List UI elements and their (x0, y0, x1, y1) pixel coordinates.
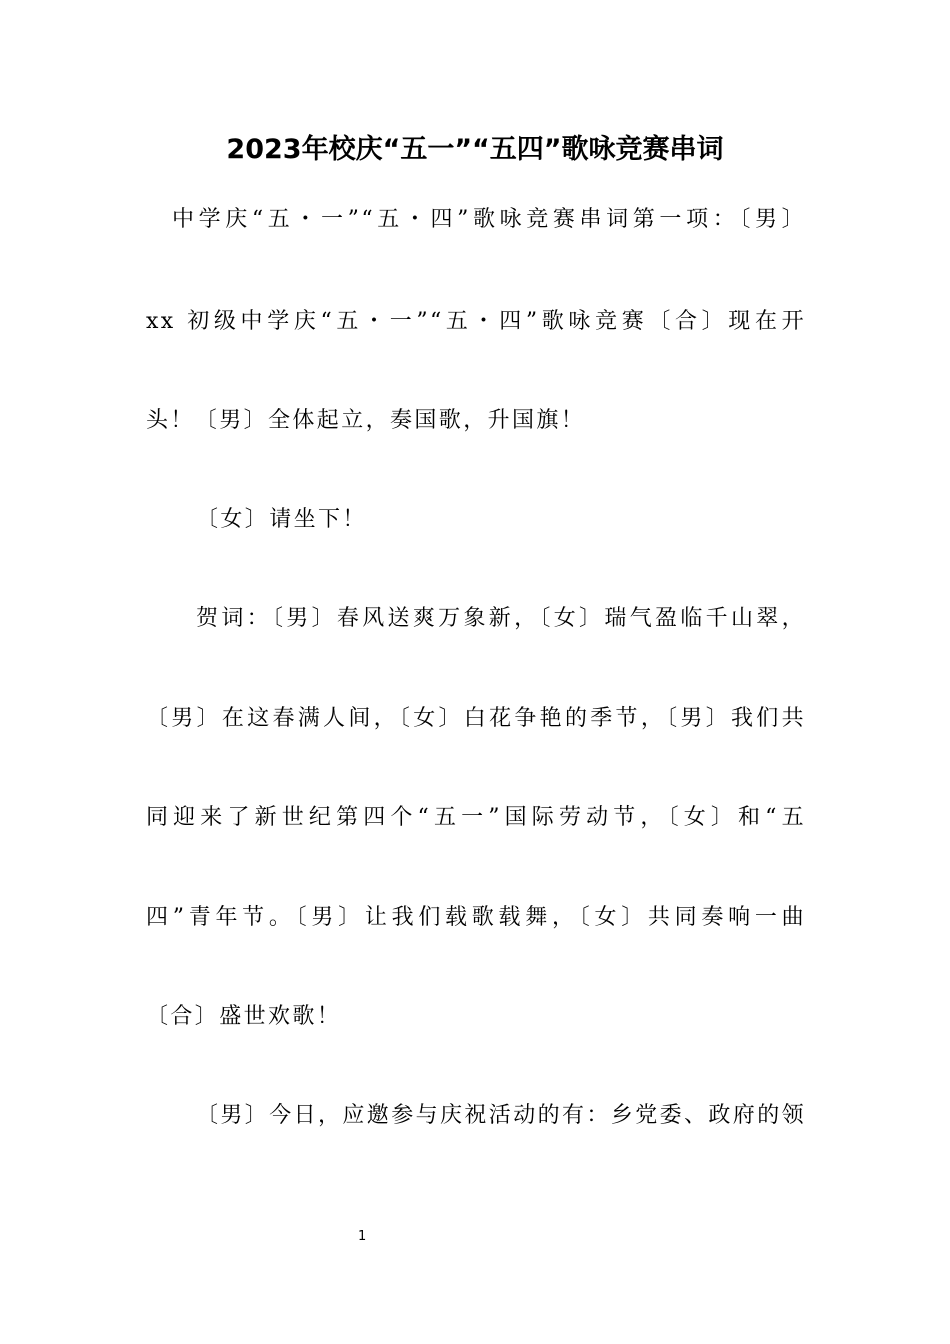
document-title: 2023年校庆“五一”“五四”歌咏竞赛串词 (226, 134, 724, 165)
paragraph-line: 〔男〕今日，应邀参与庆祝活动的有：乡党委、政府的领 (196, 1103, 807, 1128)
paragraph-line: 头！〔男〕全体起立，奏国歌，升国旗！ (146, 408, 586, 433)
page-number: 1 (358, 1229, 367, 1244)
paragraph-line: 贺词：〔男〕春风送爽万象新，〔女〕瑞气盈临千山翠， (196, 606, 806, 631)
paragraph-line: 中学庆“五・一”“五・四”歌咏竞赛串词第一项：〔男〕 (172, 207, 806, 232)
paragraph-line: 〔男〕在这春满人间，〔女〕白花争艳的季节，〔男〕我们共 (146, 706, 806, 731)
paragraph-line: 同迎来了新世纪第四个“五一”国际劳动节，〔女〕和“五 (146, 805, 806, 830)
paragraph-line: 〔女〕请坐下！ (196, 507, 367, 532)
paragraph-line: xx 初级中学庆“五・一”“五・四”歌咏竞赛〔合〕现在开 (146, 309, 806, 334)
paragraph-line: 四”青年节。〔男〕让我们载歌载舞，〔女〕共同奏响一曲 (146, 905, 806, 930)
paragraph-line: 〔合〕盛世欢歌！ (146, 1004, 342, 1029)
